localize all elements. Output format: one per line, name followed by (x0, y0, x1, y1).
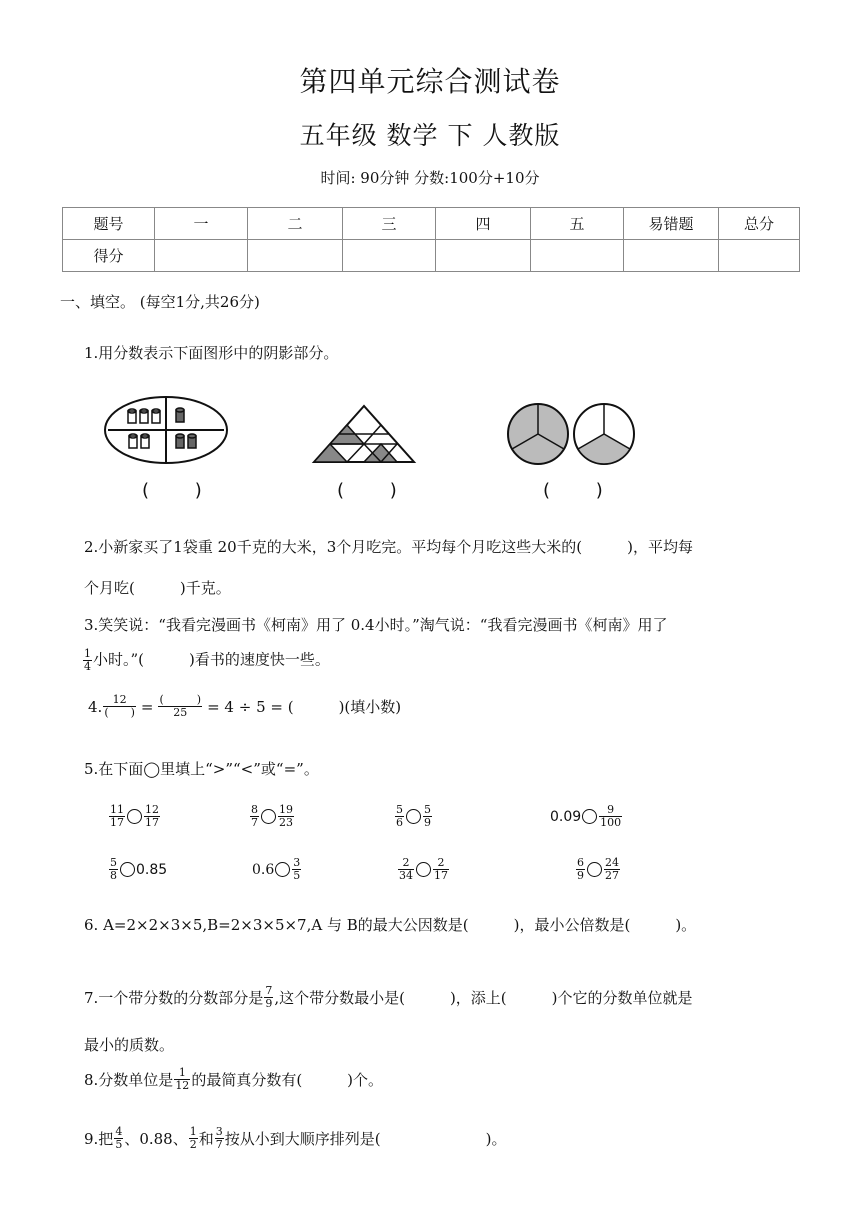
fraction: $\frac{( )}{25}$ (159, 693, 202, 719)
compare-item: 0.6 $\frac{3}{5}$ (252, 856, 301, 882)
fraction: $\frac{12}{( )}$ (104, 693, 135, 719)
score-input-cell[interactable] (436, 240, 531, 272)
table-cell: 五 (531, 208, 624, 240)
compare-item: $\frac{5}{8}$ 0.85 (110, 856, 168, 882)
compare-circle[interactable] (582, 809, 597, 824)
question-8: 8.分数单位是 $\frac{1}{12}$ 的最简真分数有( )个。 (84, 1066, 384, 1092)
compare-item: $\frac{2}{34}$ $\frac{2}{17}$ (399, 856, 448, 882)
score-table-header-row (63, 208, 800, 240)
score-table-score-row (63, 240, 800, 272)
compare-circle[interactable] (275, 862, 290, 877)
question-7-line2: 最小的质数。 (84, 1036, 175, 1054)
answer-blank[interactable]: ( ) (142, 480, 222, 501)
answer-blank[interactable]: ( ) (337, 480, 417, 501)
compare-circle[interactable] (587, 862, 602, 877)
table-cell: 易错题 (624, 208, 719, 240)
score-table (62, 207, 800, 272)
compare-circle[interactable] (261, 809, 276, 824)
table-cell: 题号 (63, 208, 155, 240)
compare-circle[interactable] (416, 862, 431, 877)
question-3-line2: $\frac{1}{4}$ 小时。”( )看书的速度快一些。 (84, 647, 330, 673)
answer-blank[interactable]: ( ) (543, 480, 623, 501)
compare-circle[interactable] (120, 862, 135, 877)
question-1-text: 1.用分数表示下面图形中的阴影部分。 (84, 344, 339, 362)
question-6: 6. A=2×2×3×5,B=2×3×5×7,A 与 B的最大公因数是( )，最小公倍数是( )。 (84, 916, 697, 934)
score-input-cell[interactable] (719, 240, 800, 272)
score-input-cell[interactable] (343, 240, 436, 272)
question-4: 4. $\frac{12}{( )}$ = $\frac{( )}{25}$ = 4 ÷ 5 = ( )(填小数) (88, 693, 402, 719)
question-2-line1: 2.小新家买了1袋重 20千克的大米，3个月吃完。平均每个月吃这些大米的( )，平均每 (84, 538, 693, 556)
score-input-cell[interactable] (248, 240, 343, 272)
compare-item: $\frac{5}{6}$ $\frac{5}{9}$ (396, 803, 431, 829)
score-input-cell[interactable] (624, 240, 719, 272)
compare-item: $\frac{11}{17}$ $\frac{12}{17}$ (110, 803, 159, 829)
question-7-line1: 7.一个带分数的分数部分是 $\frac{7}{9}$ ,这个带分数最小是( )，添上( )个它的分数单位就是 (84, 984, 693, 1010)
score-input-cell[interactable] (531, 240, 624, 272)
question-2-line2: 个月吃( )千克。 (84, 579, 231, 597)
triangle-figure (308, 400, 420, 468)
section-heading: 一、填空。 (每空1分,共26分) (60, 293, 260, 311)
exam-info: 时间: 90分钟 分数:100分+10分 (320, 169, 540, 187)
fraction: $\frac{7}{9}$ (265, 984, 273, 1010)
fraction: $\frac{4}{5}$ (115, 1125, 123, 1151)
fraction: $\frac{3}{7}$ (215, 1125, 223, 1151)
table-cell: 总分 (719, 208, 800, 240)
ellipse-containers-figure (100, 390, 240, 470)
table-cell: 一 (155, 208, 248, 240)
page-subtitle: 五年级 数学 下 人教版 (299, 121, 561, 150)
compare-circle[interactable] (406, 809, 421, 824)
table-cell: 四 (436, 208, 531, 240)
compare-item: $\frac{6}{9}$ $\frac{24}{27}$ (577, 856, 619, 882)
table-cell: 得分 (63, 240, 155, 272)
fraction: $\frac{1}{12}$ (175, 1066, 190, 1092)
question-3-line1: 3.笑笑说：“我看完漫画书《柯南》用了 0.4小时。”淘气说：“我看完漫画书《柯南》用了 (84, 616, 668, 634)
fraction: $\frac{1}{4}$ (84, 647, 91, 673)
compare-item: $\frac{8}{7}$ $\frac{19}{23}$ (251, 803, 293, 829)
table-cell: 三 (343, 208, 436, 240)
compare-item: 0.09 $\frac{9}{100}$ (550, 803, 622, 829)
question-5-text: 5.在下面◯里填上“>”“<”或“=”。 (84, 760, 319, 778)
compare-circle[interactable] (127, 809, 142, 824)
page-title: 第四单元综合测试卷 (299, 65, 561, 98)
fraction: $\frac{1}{2}$ (189, 1125, 197, 1151)
score-input-cell[interactable] (155, 240, 248, 272)
table-cell: 二 (248, 208, 343, 240)
circles-figure (500, 400, 640, 470)
question-9: 9.把 $\frac{4}{5}$ 、0.88、 $\frac{1}{2}$ 和 $\frac{3}{7}$ 按从小到大顺序排列是( )。 (84, 1125, 507, 1151)
